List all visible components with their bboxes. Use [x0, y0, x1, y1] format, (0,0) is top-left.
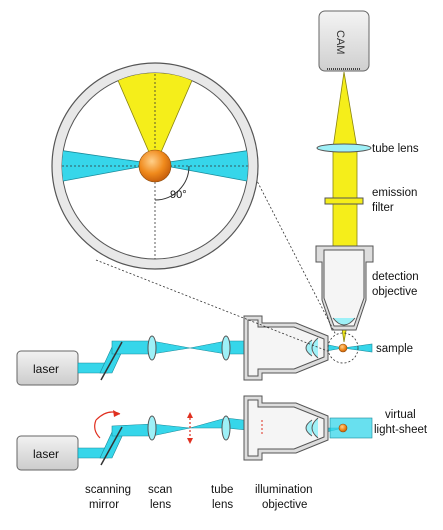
upper-illumination-objective [244, 316, 328, 380]
tube-lens-bottom-label-line2: lens [212, 499, 234, 511]
sample-label: sample [376, 343, 414, 355]
detection-objective [316, 246, 373, 330]
illumination-objective-label-line2: objective [262, 499, 308, 511]
tube-lens-bottom-label-line1: tube [211, 484, 234, 496]
lower-scan-lens [148, 416, 156, 440]
camera [319, 11, 369, 71]
camera-label: CAM [334, 30, 346, 55]
lower-illumination-objective [244, 396, 328, 460]
scan-lens-label-line2: lens [150, 499, 172, 511]
emission-filter-label-line1: emission [372, 187, 418, 199]
lower-illumination-path [17, 396, 372, 470]
scanning-mirror-label-line2: mirror [89, 499, 120, 511]
virtual-light-sheet [330, 418, 372, 438]
lower-tube-lens [222, 416, 230, 440]
upper-tube-lens [222, 336, 230, 360]
upper-scan-lens [148, 336, 156, 360]
illumination-objective-label-line1: illumination [255, 484, 313, 496]
scanning-mirror-label-line1: scanning [85, 484, 132, 496]
emission-filter-label-line2: filter [372, 202, 394, 214]
scan-lens-label-line1: scan [148, 484, 173, 496]
inset-angle-label: 90° [170, 189, 187, 201]
lower-laser-label: laser [33, 447, 60, 461]
tube-lens-top-label: tube lens [372, 143, 419, 155]
upper-illumination-path [17, 316, 372, 385]
inset-zoom [52, 62, 336, 352]
lower-sample-sphere [339, 424, 347, 432]
sample-sphere [339, 344, 347, 352]
inset-sample-sphere [139, 150, 171, 182]
detection-objective-label-line1: detection [372, 271, 419, 283]
detection-objective-label-line2: objective [372, 286, 418, 298]
upper-laser-label: laser [33, 362, 60, 376]
virtual-light-sheet-label-line1: virtual [385, 409, 416, 421]
virtual-light-sheet-label-line2: light-sheet [374, 424, 428, 436]
emission-filter [325, 198, 363, 204]
tube-lens-top [317, 144, 371, 152]
